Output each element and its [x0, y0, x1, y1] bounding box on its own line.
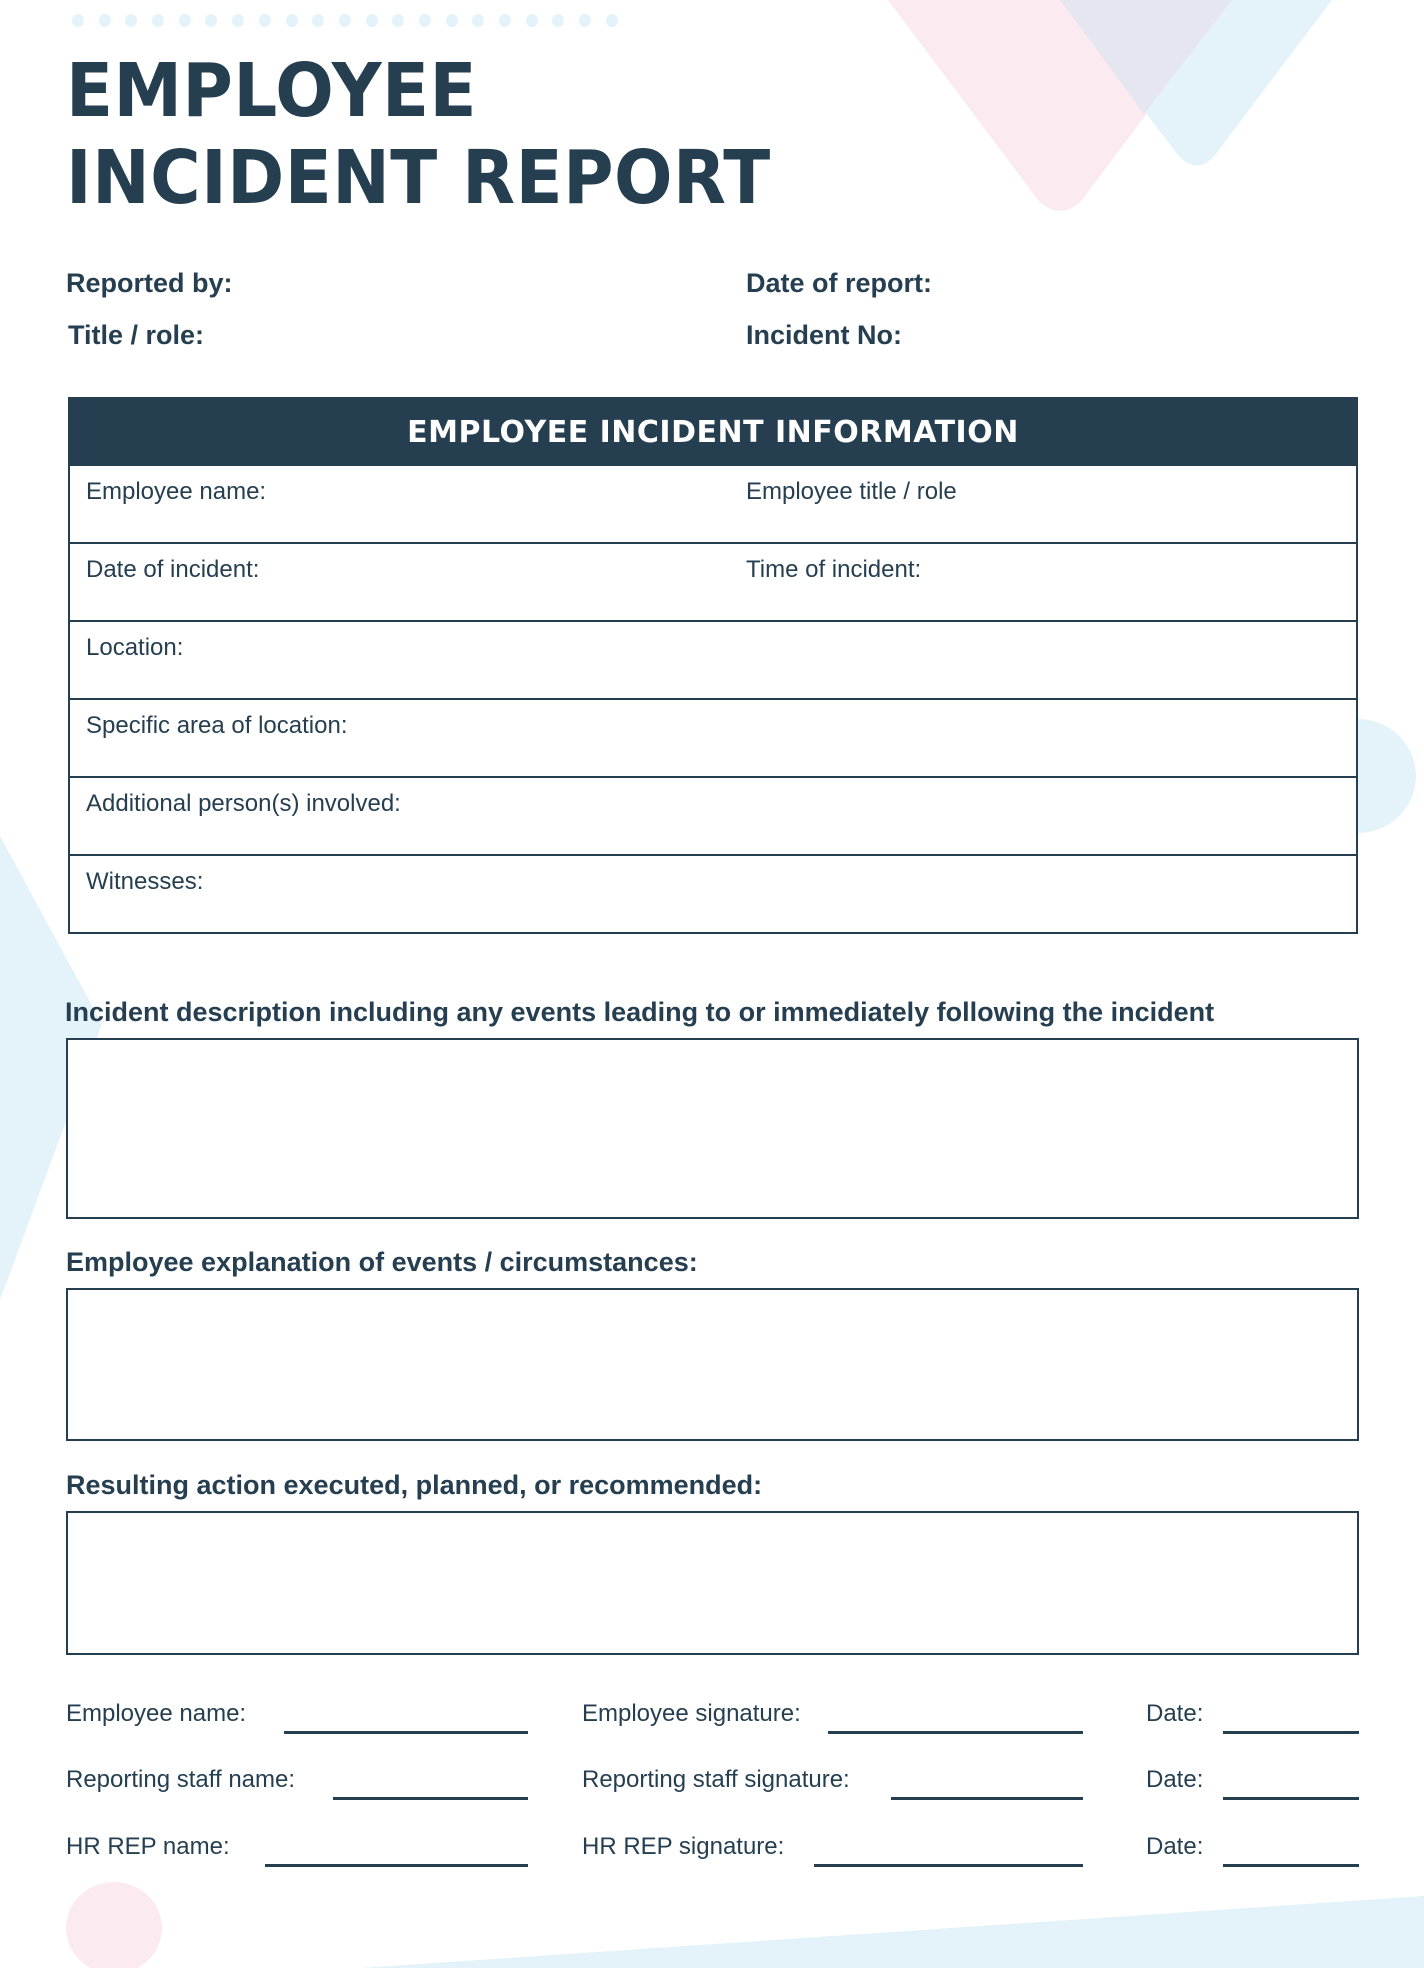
dot	[232, 14, 244, 27]
document-title	[66, 48, 771, 222]
dot	[179, 14, 191, 27]
dot	[125, 14, 137, 27]
reporting-staff-date-label: Date:	[1146, 1766, 1204, 1793]
hr-rep-signature-label: HR REP signature:	[582, 1833, 785, 1860]
time-of-incident-field[interactable]: Time of incident:	[746, 556, 922, 583]
info-row-additional-persons	[70, 776, 1356, 854]
dot	[366, 14, 378, 27]
resulting-action-box[interactable]	[66, 1511, 1359, 1655]
dot	[526, 14, 538, 27]
employee-title-role-field[interactable]: Employee title / role	[746, 478, 957, 505]
hr-rep-name-line[interactable]	[265, 1864, 528, 1867]
hr-rep-date-line[interactable]	[1223, 1864, 1359, 1867]
hr-rep-date-label: Date:	[1146, 1833, 1204, 1860]
info-row-witnesses	[70, 854, 1356, 932]
dot-pattern-decoration	[72, 14, 618, 27]
dot	[286, 14, 298, 27]
employee-signature-label: Employee signature:	[582, 1700, 801, 1727]
employee-date-line[interactable]	[1223, 1731, 1359, 1734]
dot	[472, 14, 484, 27]
dot	[72, 14, 84, 27]
dot	[99, 14, 111, 27]
dot	[552, 14, 564, 27]
dot	[312, 14, 324, 27]
title-line-1: EMPLOYEE	[66, 48, 477, 134]
dot	[259, 14, 271, 27]
employee-name-label: Employee name:	[66, 1700, 247, 1727]
signature-row-hr-rep	[0, 1833, 1424, 1873]
date-of-report-field[interactable]: Date of report:	[746, 268, 933, 298]
info-row-specific-area	[70, 698, 1356, 776]
reporting-staff-date-line[interactable]	[1223, 1797, 1359, 1800]
dot	[152, 14, 164, 27]
incident-no-field[interactable]: Incident No:	[746, 320, 902, 350]
reported-by-field[interactable]: Reported by:	[66, 268, 233, 298]
dot	[579, 14, 591, 27]
employee-incident-info-table	[68, 397, 1358, 934]
title-line-2: INCIDENT REPORT	[66, 135, 771, 221]
dot	[446, 14, 458, 27]
employee-name-line[interactable]	[284, 1731, 528, 1734]
employee-explanation-box[interactable]	[66, 1288, 1359, 1441]
reporting-staff-signature-label: Reporting staff signature:	[582, 1766, 850, 1793]
title-role-field[interactable]: Title / role:	[68, 320, 205, 350]
hr-rep-name-label: HR REP name:	[66, 1833, 230, 1860]
info-row-location	[70, 620, 1356, 698]
info-row-date-time	[70, 542, 1356, 620]
employee-name-field[interactable]: Employee name:	[86, 478, 267, 505]
incident-description-label: Incident description including any events leading to or immediately following the incident	[65, 997, 1215, 1027]
reporting-staff-name-label: Reporting staff name:	[66, 1766, 296, 1793]
employee-explanation-label: Employee explanation of events / circumstances:	[66, 1247, 698, 1277]
signature-row-reporting-staff	[0, 1766, 1424, 1806]
info-table-heading: EMPLOYEE INCIDENT INFORMATION	[70, 399, 1356, 466]
dot	[392, 14, 404, 27]
employee-signature-line[interactable]	[828, 1731, 1083, 1734]
dot	[606, 14, 618, 27]
specific-area-field[interactable]: Specific area of location:	[86, 712, 348, 739]
employee-date-label: Date:	[1146, 1700, 1204, 1727]
dot	[419, 14, 431, 27]
hr-rep-signature-line[interactable]	[814, 1864, 1083, 1867]
reporting-staff-name-line[interactable]	[333, 1797, 528, 1800]
dot	[205, 14, 217, 27]
resulting-action-label: Resulting action executed, planned, or recommended:	[66, 1470, 763, 1500]
signature-row-employee	[0, 1700, 1424, 1740]
witnesses-field[interactable]: Witnesses:	[86, 868, 204, 895]
dot	[339, 14, 351, 27]
additional-persons-field[interactable]: Additional person(s) involved:	[86, 790, 401, 817]
reporting-staff-signature-line[interactable]	[891, 1797, 1083, 1800]
info-row-employee	[70, 466, 1356, 542]
dot	[499, 14, 511, 27]
location-field[interactable]: Location:	[86, 634, 184, 661]
incident-description-box[interactable]	[66, 1038, 1359, 1219]
date-of-incident-field[interactable]: Date of incident:	[86, 556, 260, 583]
